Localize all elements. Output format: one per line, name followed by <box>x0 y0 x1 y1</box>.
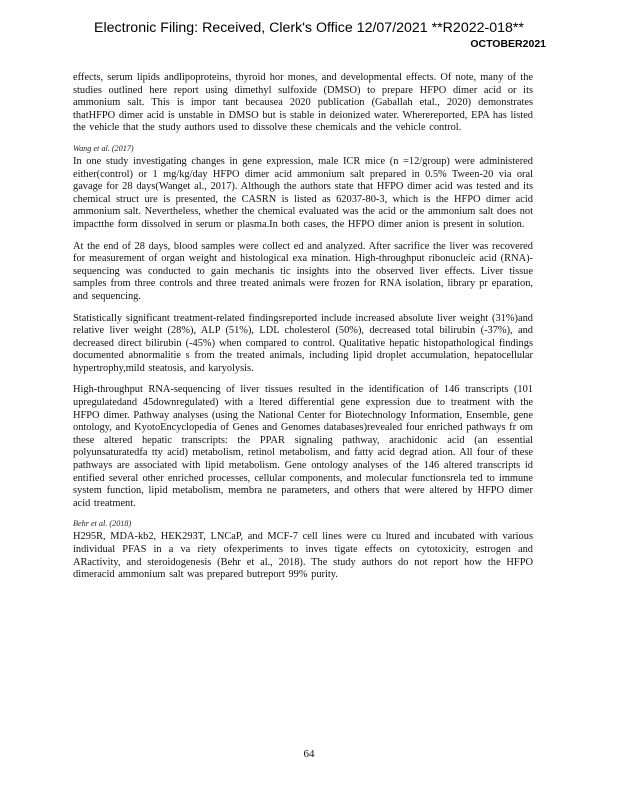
filing-stamp: Electronic Filing: Received, Clerk's Office 12/07/2021 **R2022-018** <box>94 20 524 36</box>
paragraph-findings: Statistically significant treatment-related findingsreported include increased absolute liver weight (31%)and relative liver weight (28%), ALP (51%), LDL cholesterol (50%), decreased total bilirubin (-37%), and decreased direct bilirubin (-45%) when compared to control. Qualitative hepatic histopathological findings documented abnormalitie s from the treated animals, including lipid droplet accumulation, hepatocellular hypertrophy,mild steatosis, and karyolysis. <box>73 312 533 374</box>
paragraph-methods: At the end of 28 days, blood samples were collect ed and analyzed. After sacrifice the liver was recovered for measurement of organ weight and histological exa mination. High-throughput ribonucleic acid (RNA)-sequencing was conducted to gain mechanis tic insights into the observed liver effects. Liver tissue samples from three controls and three treated animals were frozen for RNA isolation, library pr eparation, and sequencing. <box>73 240 533 302</box>
paragraph-rna-sequencing: High-throughput RNA-sequencing of liver tissues resulted in the identification of 146 transcripts (101 upregulatedand 45downregulated) with a ltered differential gene expression due to treatment with the HFPO dimer. Pathway analyses (using the National Center for Biotechnology Information, Ensemble, gene ontology, and KyotoEncyclopedia of Genes and Genomes databases)revealed four enriched pathways fr om these altered hepatic transcripts: the PPAR signaling pathway, arachidonic acid (an essential polyunsaturatedfa tty acid) metabolism, retinol metabolism, and fatty acid degrad ation. All four of these pathways are associated with lipid metabolism. Gene ontology analyses of the 146 altered transcripts id entified several other enriched processes, cellular components, and molecular functionsrela ted to immune system function, lipid metabolism, membra ne parameters, and others that were altered by HFPO dimer acid treatment. <box>73 384 533 509</box>
citation-heading-wang: Wang et al. (2017) <box>73 143 134 153</box>
paragraph-intro: effects, serum lipids andlipoproteins, thyroid hor mones, and developmental effects. Of note, many of the studies outlined here report using dimethyl sulfoxide (DMSO) to prepare HFPO dimer acid or its ammonium salt. This is impor tant becausea 2020 publication (Gaballah etal., 2020) demonstrates thatHFPO dimer acid is unstable in DMSO but is stable in deionized water. Wherereported, EPA has listed the vehicle that the study authors used to dissolve these chemicals and the vehicle control. <box>73 72 533 134</box>
paragraph-study-design: In one study investigating changes in gene expression, male ICR mice (n =12/group) were administered either(control) or 1 mg/kg/day HFPO dimer acid ammonium salt prepared in 0.5% Tween-20 via oral gavage for 28 days(Wanget al., 2017). Although the authors state that HFPO dimer acid was tested and its chemical struct ure is presented, the CASRN is listed as 62037-80-3, which is the HFPO dimer acid ammonium salt. Nevertheless, whether the chemical evaluated was the acid or the ammonium salt does not impactthe form dissolved in serum or plasma.In both cases, the HFPO dimer anion is present in solution. <box>73 155 533 230</box>
page-body <box>73 72 533 591</box>
paragraph-cell-lines: H295R, MDA-kb2, HEK293T, LNCaP, and MCF-7 cell lines were cu ltured and incubated with various individual PFAS in a va riety ofexperiments to inves tigate effects on cytotoxicity, estrogen and ARactivity, and steroidogenesis (Behr et al., 2018). The study authors do not report how the HFPO dimeracid ammonium salt was prepared butreport 99% purity. <box>73 531 533 581</box>
page-number: 64 <box>303 748 315 760</box>
citation-heading-behr: Behr et al. (2018) <box>73 519 132 529</box>
document-date: OCTOBER2021 <box>470 38 546 50</box>
